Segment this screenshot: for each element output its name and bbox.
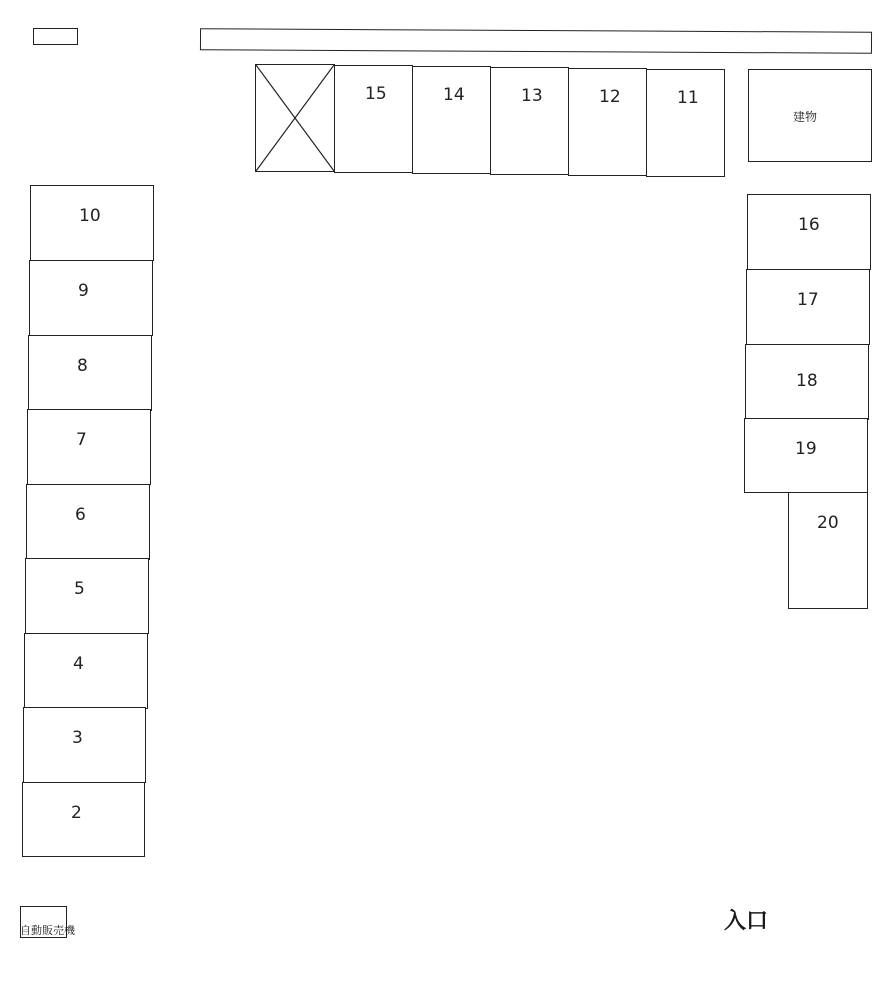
stall-number: 15 <box>365 84 387 104</box>
stall-20[interactable] <box>788 492 868 609</box>
stall-19[interactable] <box>744 418 868 493</box>
stall-10[interactable] <box>30 185 154 261</box>
stall-number: 8 <box>77 356 88 376</box>
stall-number: 18 <box>796 371 818 391</box>
stall-12[interactable] <box>568 68 647 176</box>
stall-number: 11 <box>677 88 699 108</box>
crossed-out-stall <box>255 64 335 172</box>
stall-4[interactable] <box>24 633 148 709</box>
stall-3[interactable] <box>23 707 146 783</box>
cross-mark-icon <box>256 65 334 171</box>
stall-number: 4 <box>73 654 84 674</box>
stall-15[interactable] <box>334 65 413 173</box>
stall-number: 9 <box>78 281 89 301</box>
building <box>748 69 872 162</box>
small-marker <box>33 28 78 45</box>
stall-2[interactable] <box>22 782 145 857</box>
stall-number: 14 <box>443 85 465 105</box>
stall-number: 16 <box>798 215 820 235</box>
stall-number: 12 <box>599 87 621 107</box>
stall-number: 20 <box>817 513 839 533</box>
entrance-label: 入口 <box>724 909 769 934</box>
stall-number: 17 <box>797 290 819 310</box>
stall-number: 6 <box>75 505 86 525</box>
stall-number: 19 <box>795 439 817 459</box>
vending-machine-label: 自動販売機 <box>20 924 75 937</box>
stall-8[interactable] <box>28 335 152 411</box>
stall-number: 5 <box>74 579 85 599</box>
top-wall-bar <box>200 28 872 54</box>
stall-7[interactable] <box>27 409 151 485</box>
stall-14[interactable] <box>412 66 491 174</box>
stall-18[interactable] <box>745 344 869 420</box>
stall-11[interactable] <box>646 69 725 177</box>
stall-number: 13 <box>521 86 543 106</box>
stall-number: 3 <box>72 728 83 748</box>
stall-number: 2 <box>71 803 82 823</box>
stall-9[interactable] <box>29 260 153 336</box>
stall-number: 10 <box>79 206 101 226</box>
stall-13[interactable] <box>490 67 569 175</box>
stall-5[interactable] <box>25 558 149 634</box>
stall-16[interactable] <box>747 194 871 270</box>
stall-6[interactable] <box>26 484 150 560</box>
vending-machine <box>20 906 75 939</box>
stall-17[interactable] <box>746 269 870 345</box>
building-label: 建物 <box>793 110 818 124</box>
stall-number: 7 <box>76 430 87 450</box>
